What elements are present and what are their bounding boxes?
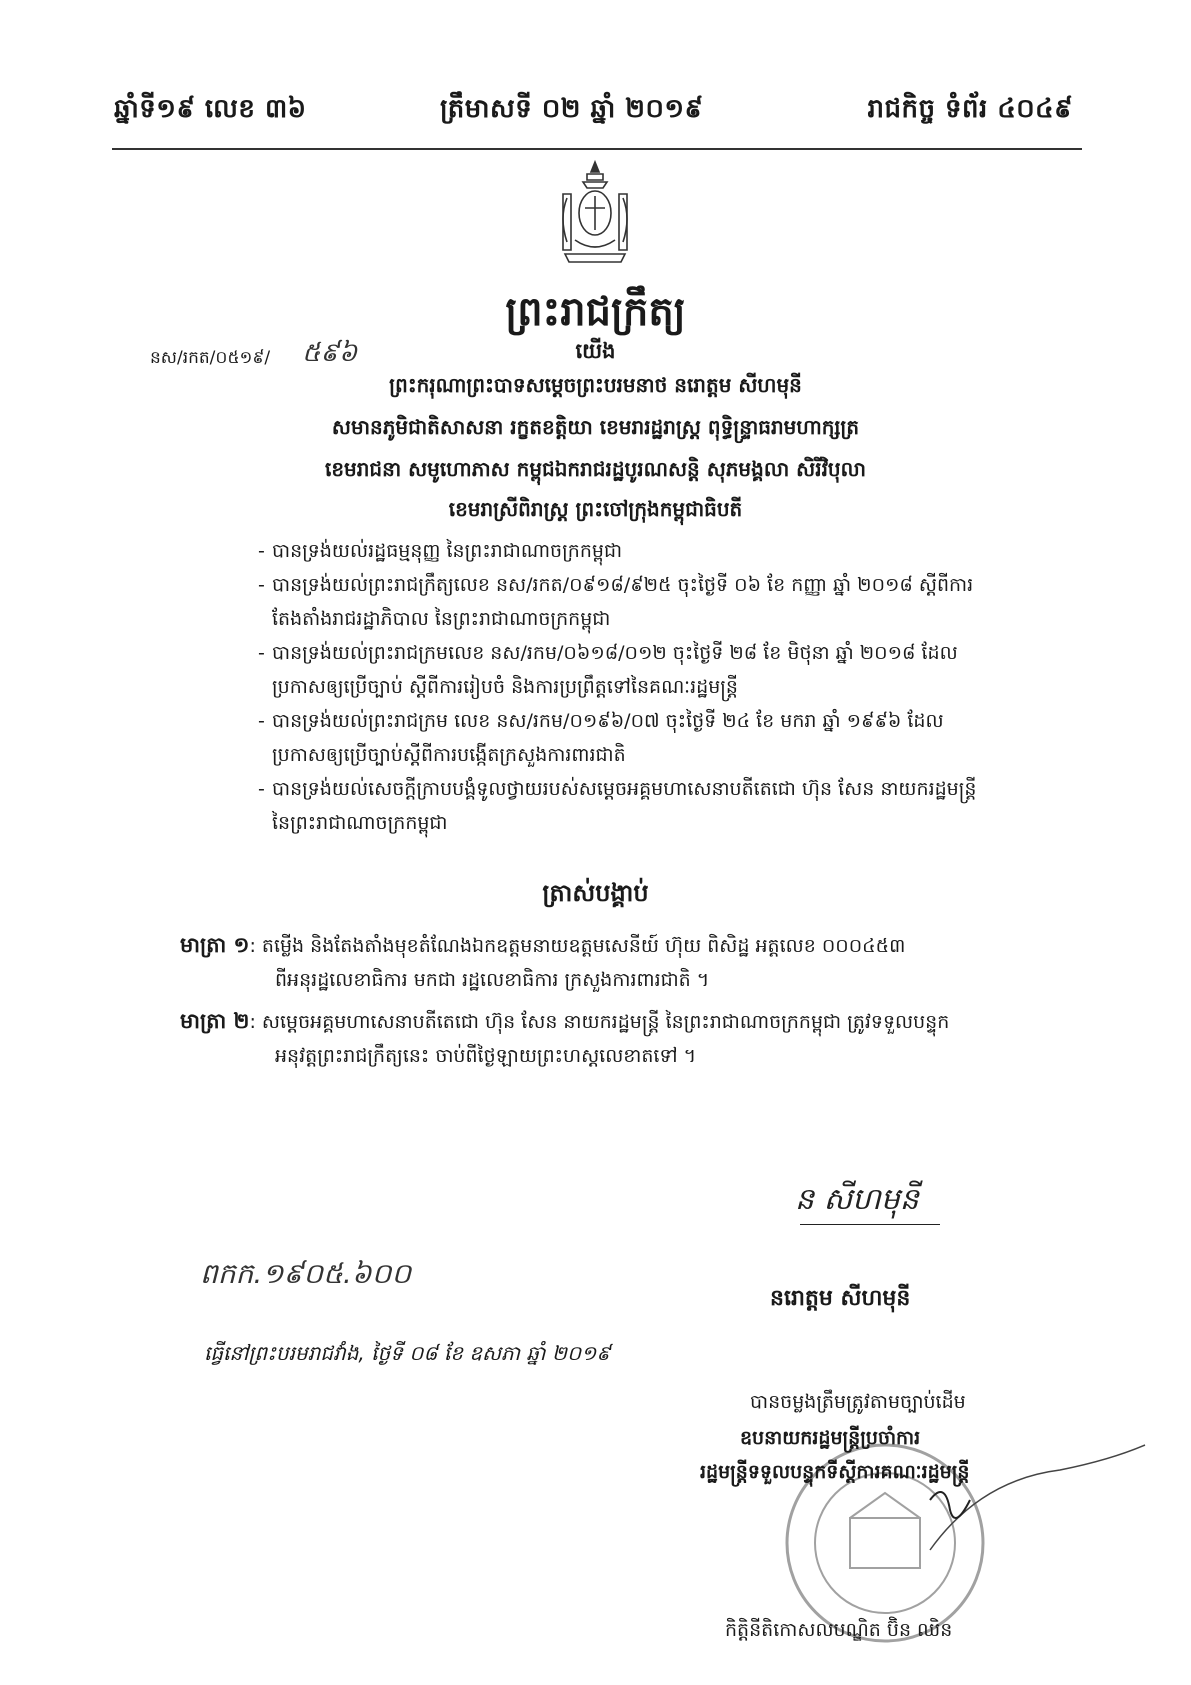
article-1: [180, 928, 1065, 997]
gazette-quarter: ត្រឹមាសទី ០២ ឆ្នាំ ២០១៩: [440, 94, 704, 124]
article-label: មាត្រា ២: [180, 1009, 250, 1033]
header-divider: [112, 148, 1082, 150]
article-text-cont: ពីអនុរដ្ឋលេខាធិការ មកជា រដ្ឋលេខាធិការ ក្រសួងការពារជាតិ ។: [275, 969, 710, 991]
consideration-text-cont: ប្រកាសឲ្យប្រើច្បាប់ ស្តីពីការរៀបចំ និងការប្រព្រឹត្តទៅនៃគណៈរដ្ឋមន្ត្រី: [272, 676, 738, 698]
signer-name: នរោត្តម សីហមុនី: [770, 1286, 911, 1311]
certification-line: បានចម្លងត្រឹមត្រូវតាមច្បាប់ដើម: [750, 1391, 966, 1413]
consideration-text: បានទ្រង់យល់ព្រះរាជក្រម លេខ នស/រកម/០១៩៦/០៧ ចុះថ្ងៃទី ២៤ ខែ មករា ឆ្នាំ ១៩៩៦ ដែល: [272, 710, 944, 732]
royal-title-line: ខេមរាជនា សមូហោភាស កម្ពុជឯករាជរដ្ឋបូរណសន្តិ សុភមង្គលា សិរីវិបុលា: [324, 457, 867, 481]
consideration-text: បានទ្រង់យល់រដ្ឋធម្មនុញ្ញ នៃព្រះរាជាណាចក្រកម្ពុជា: [272, 540, 623, 562]
article-text: : សម្តេចអគ្គមហាសេនាបតីតេជោ ហ៊ុន សែន នាយករដ្ឋមន្ត្រី នៃព្រះរាជាណាចក្រកម្ពុជា ត្រូវទទួលបន្ទុក: [249, 1011, 950, 1033]
royal-signature: ន សីហមុនី: [795, 1182, 919, 1217]
certification-title: ឧបនាយករដ្ឋមន្ត្រីប្រចាំការ: [740, 1427, 921, 1449]
article-2: [180, 1004, 1065, 1073]
consideration-text: បានទ្រង់យល់ព្រះរាជក្រមលេខ នស/រកម/០៦១៨/០១២ ចុះថ្ងៃទី ២៨ ខែ មិថុនា ឆ្នាំ ២០១៨ ដែល: [272, 642, 958, 664]
royal-title-line: ខេមរាស្រីពិរាស្ត្រ ព្រះចៅក្រុងកម្ពុជាធិបតី: [448, 497, 743, 521]
royal-title-line: សមានភូមិជាតិសាសនា រក្ខតខត្តិយា ខេមរារដ្ឋរាស្ត្រ ពុទ្ធិន្ទ្រាធរាមហាក្សត្រ: [331, 415, 860, 439]
article-text: : តម្លើង និងតែងតាំងមុខតំណែងឯកឧត្តមនាយឧត្តមសេនីយ៍ ហ៊ុយ ពិសិដ្ឋ អត្តលេខ ០០០៤៥៣: [249, 935, 906, 957]
royal-coat-of-arms-icon: [545, 158, 645, 268]
consideration-item: - បានទ្រង់យល់រដ្ឋធម្មនុញ្ញ នៃព្រះរាជាណាចក្រកម្ពុជា: [272, 534, 1062, 568]
handwritten-reference: ពកក.១៩០៥.៦០០: [200, 1257, 412, 1290]
consideration-item: - បានទ្រង់យល់ព្រះរាជក្រឹត្យលេខ នស/រកត/០៩១៨/៩២៥ ចុះថ្ងៃទី ០៦ ខែ កញ្ញា ឆ្នាំ ២០១៨ ស្តីពីការ តែងតាំងរាជរដ្ឋាភិបាល នៃព្រះរាជាណាចក្រកម្ពុជា: [272, 568, 1062, 636]
consideration-item: - បានទ្រង់យល់ព្រះរាជក្រមលេខ នស/រកម/០៦១៨/០១២ ចុះថ្ងៃទី ២៨ ខែ មិថុនា ឆ្នាំ ២០១៨ ដែល ប្រកាសឲ្យប្រើច្បាប់ ស្តីពីការរៀបចំ និងការប្រព្រឹត្តទៅនៃគណៈរដ្ឋមន្ត្រី: [272, 636, 1062, 704]
consideration-text: បានទ្រង់យល់ព្រះរាជក្រឹត្យលេខ នស/រកត/០៩១៨/៩២៥ ចុះថ្ងៃទី ០៦ ខែ កញ្ញា ឆ្នាំ ២០១៨ ស្តីពីការ: [272, 574, 974, 596]
consideration-text-cont: នៃព្រះរាជាណាចក្រកម្ពុជា: [272, 812, 448, 834]
signature-underline: [800, 1224, 940, 1225]
royal-title-line: ព្រះករុណាព្រះបាទសម្តេចព្រះបរមនាថ នរោត្តម សីហមុនី: [389, 373, 802, 397]
article-text-cont: អនុវត្តព្រះរាជក្រឹត្យនេះ ចាប់ពីថ្ងៃឡាយព្រះហស្តលេខាតទៅ ។: [275, 1045, 697, 1067]
gazette-year-number: ឆ្នាំទី១៩ លេខ ៣៦: [114, 94, 307, 124]
certification-title: រដ្ឋមន្ត្រីទទួលបន្ទុកទីស្តីការគណៈរដ្ឋមន្ត្រី: [700, 1461, 970, 1483]
decree-title: ព្រះរាជក្រឹត្យ: [505, 289, 686, 335]
ordain-heading: ត្រាស់បង្គាប់: [542, 879, 649, 907]
decree-number-handwritten: ៥៩៦: [302, 338, 358, 368]
consideration-item: - បានទ្រង់យល់ព្រះរាជក្រម លេខ នស/រកម/០១៩៦/០៧ ចុះថ្ងៃទី ២៤ ខែ មករា ឆ្នាំ ១៩៩៦ ដែល ប្រកាសឲ្យប្រើច្បាប់ស្តីពីការបង្កើតក្រសួងការពារជាតិ: [272, 704, 1062, 772]
article-label: មាត្រា ១: [180, 933, 250, 957]
gazette-page: រាជកិច្ច ទំព័រ ៤០៤៩: [867, 94, 1073, 124]
consideration-item: - បានទ្រង់យល់សេចក្តីក្រាបបង្គំទូលថ្វាយរបស់សម្តេចអគ្គមហាសេនាបតីតេជោ ហ៊ុន សែន នាយករដ្ឋមន្ត្រី នៃព្រះរាជាណាចក្រកម្ពុជា: [272, 772, 1062, 840]
consideration-text-cont: ប្រកាសឲ្យប្រើច្បាប់ស្តីពីការបង្កើតក្រសួងការពារជាតិ: [272, 744, 626, 766]
consideration-text: បានទ្រង់យល់សេចក្តីក្រាបបង្គំទូលថ្វាយរបស់សម្តេចអគ្គមហាសេនាបតីតេជោ ហ៊ុន សែន នាយករដ្ឋមន្ត្រី: [272, 778, 977, 800]
decree-number: នស/រកត/០៥១៩/: [150, 348, 271, 368]
consideration-text-cont: តែងតាំងរាជរដ្ឋាភិបាល នៃព្រះរាជាណាចក្រកម្ពុជា: [272, 608, 611, 630]
certifier-name: កិត្តិនីតិកោសលបណ្ឌិត ប៊ិន ឈិន: [725, 1619, 953, 1641]
signature-stroke-icon: [920, 1440, 1150, 1560]
decree-we: យើង: [575, 339, 616, 363]
place-and-date: ធ្វើនៅព្រះបរមរាជវាំង, ថ្ងៃទី ០៨ ខែ ឧសភា ឆ្នាំ ២០១៩: [204, 1341, 611, 1365]
